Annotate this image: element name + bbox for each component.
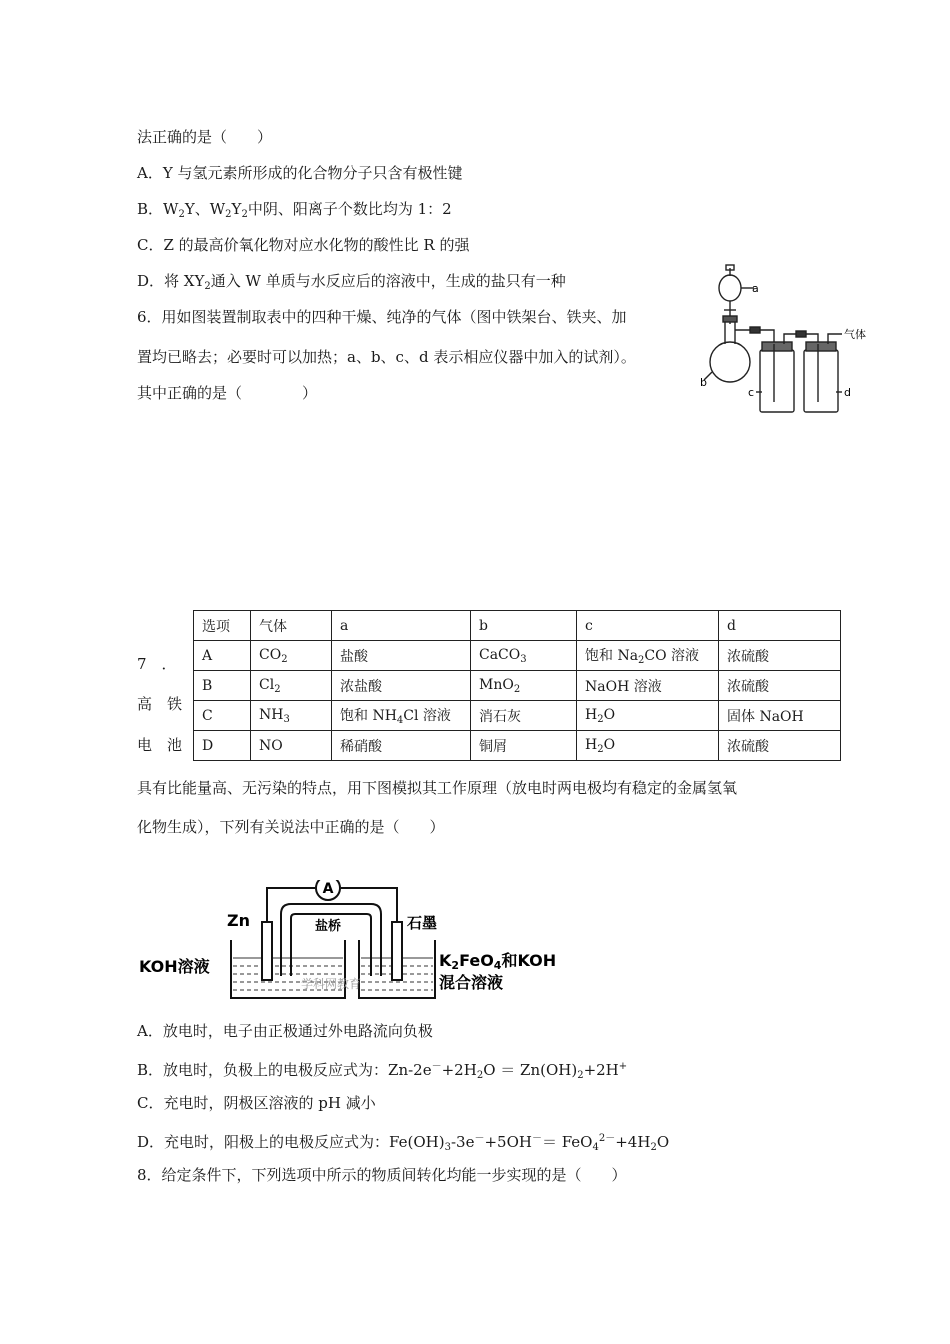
header-a: a [332, 611, 471, 641]
table-header-row [194, 611, 841, 641]
q7-word-2: 电 池 [137, 736, 183, 754]
graphite-label: 石墨 [407, 914, 438, 932]
gas-preparation-table [193, 610, 841, 761]
question-5-stem-end: 法正确的是（ ） [137, 128, 273, 146]
question-7-line-2: 化物生成），下列有关说法中正确的是（ ） [137, 818, 445, 836]
q7-word-1: 高 铁 [137, 695, 183, 713]
q7-option-c: C．充电时，阴极区溶液的 pH 减小 [137, 1094, 376, 1112]
table-row: A $CO_2$ 盐酸 CaCO$_3$ 饱和 $Na_2CO$ 溶液 浓硫酸 [194, 641, 841, 671]
salt-bridge-label: 盐桥 [315, 919, 342, 934]
question-6-line-3: 其中正确的是（ ） [137, 384, 318, 402]
q7-option-d: D．充电时，阳极上的电极反应式为：$Fe(OH)_3-3e^-+5OH^-= FeO_4^{2-}+4H_2O$ [137, 1133, 670, 1153]
q5-option-b: B．$W_2Y$、$W_2Y_2$中阴、阳离子个数比均为 1：2 [137, 200, 452, 220]
right-solution-label-2: 混合溶液 [439, 973, 504, 992]
table-row: D NO 稀硝酸 铜屑 $H_2O$ 浓硫酸 [194, 731, 841, 761]
zn-electrode [262, 922, 272, 980]
q5-option-a: A．Y 与氢元素所形成的化合物分子只含有极性键 [137, 164, 463, 182]
gas-apparatus-figure [690, 262, 900, 422]
q5-option-c: C．Z 的最高价氧化物对应水化物的酸性比 R 的强 [137, 236, 470, 254]
question-6-line-1: 6．用如图装置制取表中的四种干燥、纯净的气体（图中铁架台、铁夹、加 [137, 308, 627, 326]
q7-option-a: A．放电时，电子由正极通过外电路流向负极 [137, 1022, 433, 1040]
q7-number: 7 ． [137, 655, 177, 673]
header-d: d [719, 611, 841, 641]
label-b: b [700, 376, 707, 389]
right-solution-label-1: K2FeO4和KOH [439, 951, 557, 972]
label-d: d [844, 386, 851, 399]
table-row: C $NH_3$ 饱和 $NH_4Cl$ 溶液 消石灰 $H_2O$ 固体 NaOH [194, 701, 841, 731]
header-option: 选项 [194, 611, 251, 641]
label-gas: 气体 [844, 328, 866, 341]
label-c: c [748, 386, 755, 399]
koh-solution-label: KOH溶液 [139, 957, 210, 976]
q7-option-b: B．放电时，负极上的电极反应式为：$Zn-2e^-+2H_2O = Zn(OH)_2+2H^+$ [137, 1061, 628, 1081]
watermark: 学科网教育 [301, 977, 362, 991]
ammeter-label: A [322, 881, 334, 897]
table-row: B $Cl_2$ 浓盐酸 MnO$_2$ NaOH 溶液 浓硫酸 [194, 671, 841, 701]
battery-cell-figure [135, 880, 585, 1010]
question-8: 8．给定条件下，下列选项中所示的物质间转化均能一步实现的是（ ） [137, 1166, 627, 1184]
q5-option-d: D．将 $XY_2$通入 W 单质与水反应后的溶液中，生成的盐只有一种 [137, 272, 566, 292]
question-7-line-1: 具有比能量高、无污染的特点，用下图模拟其工作原理（放电时两电极均有稳定的金属氢氧 [137, 779, 738, 797]
label-a: a [752, 282, 759, 295]
zn-label: Zn [227, 911, 250, 930]
header-gas: 气体 [251, 611, 332, 641]
graphite-electrode [392, 922, 402, 980]
header-b: b [471, 611, 577, 641]
question-6-line-2: 置均已略去；必要时可以加热；a、b、c、d 表示相应仪器中加入的试剂）。 [137, 348, 636, 366]
header-c: c [577, 611, 719, 641]
